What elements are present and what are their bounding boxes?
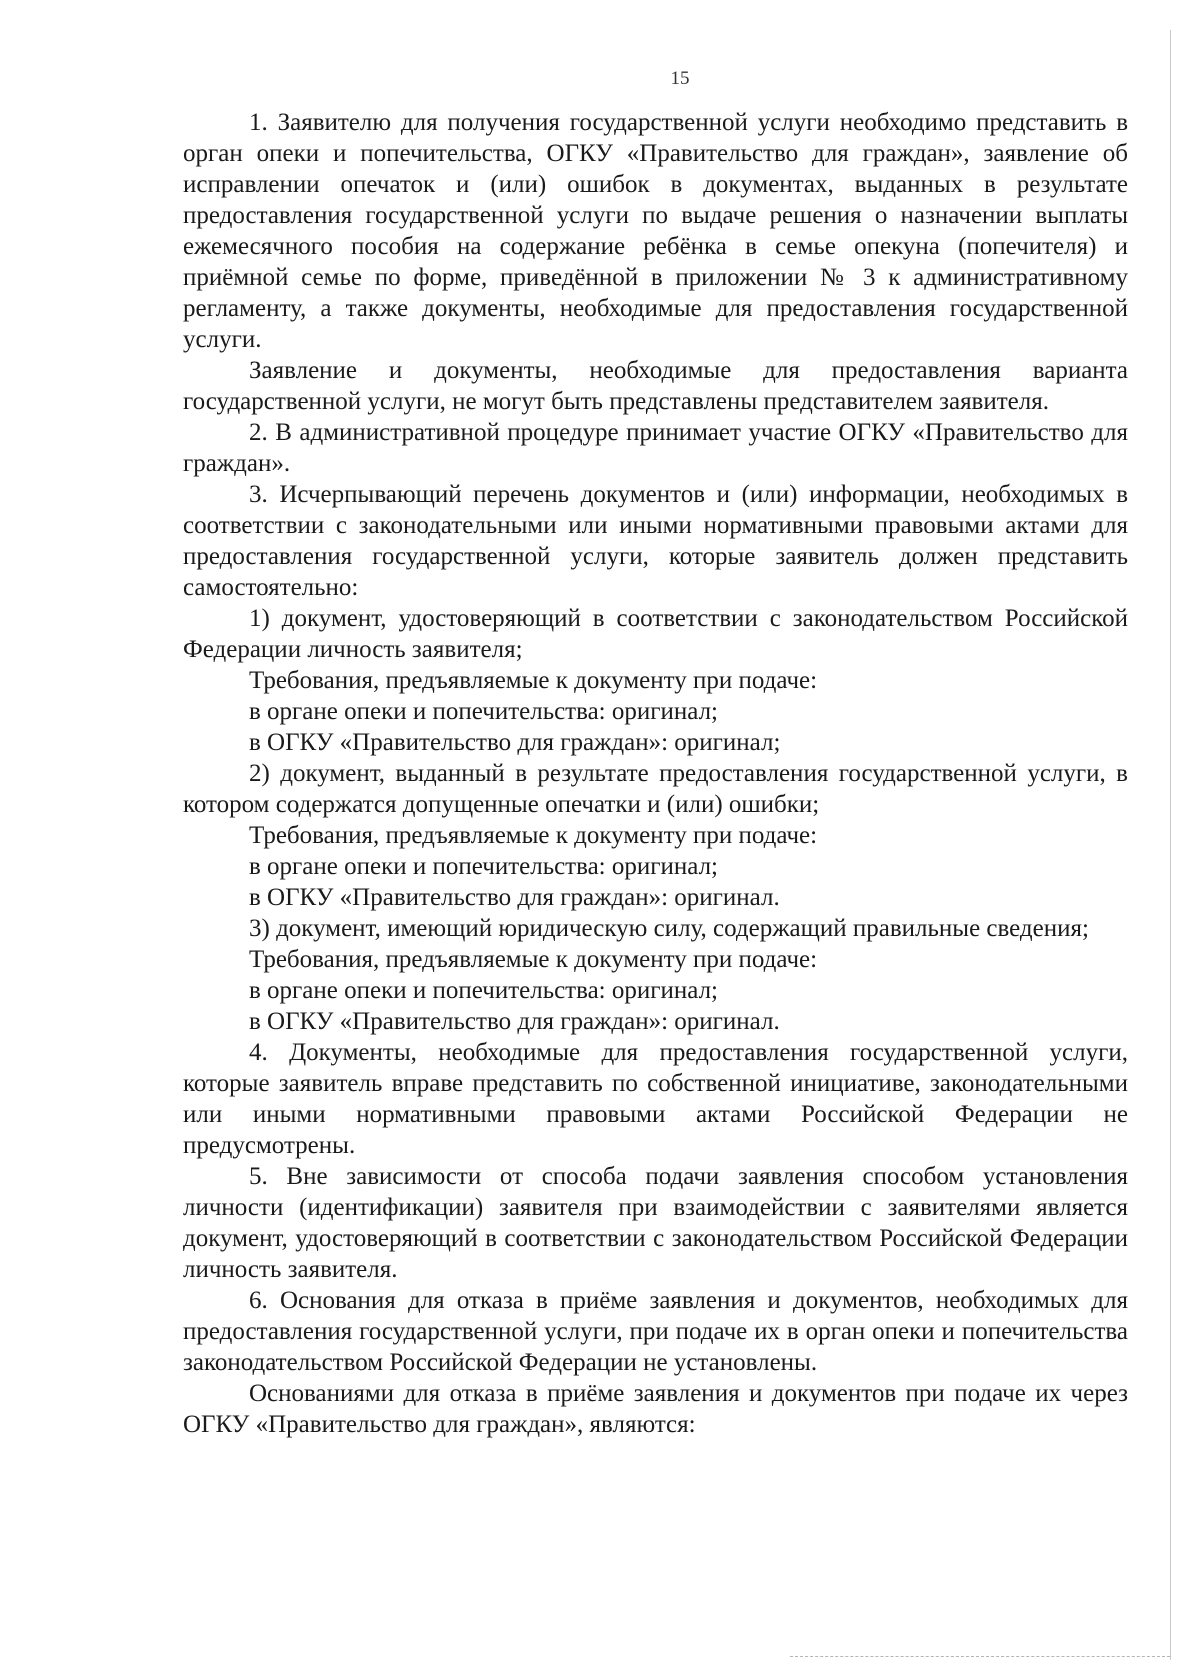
paragraph-6: Требования, предъявляемые к документу при подаче: (249, 667, 818, 694)
paragraph-18: 5. Вне зависимости от способа подачи заявления способом установления личности (идентификации) заявителя при взаимодействии с заявителями является документ, удостоверяющий в соответствии с законодательством Российской Федерации личность заявителя. (183, 1163, 1128, 1283)
paragraph-5: 1) документ, удостоверяющий в соответствии с законодательством Российской Федерации личность заявителя; (183, 605, 1128, 663)
paragraph-14: Требования, предъявляемые к документу при подаче: (249, 946, 818, 973)
paragraph-13: 3) документ, имеющий юридическую силу, содержащий правильные сведения; (249, 915, 1089, 942)
paragraph-2: Заявление и документы, необходимые для предоставления варианта государственной услуги, не могут быть представлены представителем заявителя. (183, 357, 1128, 415)
paragraph-15: в органе опеки и попечительства: оригинал; (249, 977, 719, 1004)
paragraph-20: Основаниями для отказа в приёме заявления и документов при подаче их через ОГКУ «Правительство для граждан», являются: (183, 1380, 1128, 1438)
paragraph-16: в ОГКУ «Правительство для граждан»: оригинал. (249, 1008, 780, 1035)
paragraph-1: 1. Заявителю для получения государственной услуги необходимо представить в орган опеки и попечительства, ОГКУ «Правительство для граждан», заявление об исправлении опечаток и (или) ошибок в документах, выданных в результате предоставления государственной услуги по выдаче решения о назначении выплаты ежемесячного пособия на содержание ребёнка в семье опекуна (попечителя) и приёмной семье по форме, приведённой в приложении № 3 к административному регламенту, а также документы, необходимые для предоставления государственной услуги. (183, 109, 1128, 353)
paragraph-11: в органе опеки и попечительства: оригинал; (249, 853, 719, 880)
paragraph-8: в ОГКУ «Правительство для граждан»: оригинал; (249, 729, 781, 756)
paragraph-17: 4. Документы, необходимые для предоставления государственной услуги, которые заявитель вправе представить по собственной инициативе, законодательными или иными нормативными правовыми актами Российской Федерации не предусмотрены. (183, 1039, 1128, 1159)
paragraph-10: Требования, предъявляемые к документу при подаче: (249, 822, 818, 849)
page-number: 15 (670, 68, 690, 89)
scan-edge-line (1170, 30, 1171, 1660)
paragraph-3: 2. В административной процедуре принимает участие ОГКУ «Правительство для граждан». (183, 419, 1128, 477)
paragraph-12: в ОГКУ «Правительство для граждан»: оригинал. (249, 884, 780, 911)
paragraph-7: в органе опеки и попечительства: оригинал; (249, 698, 719, 725)
paragraph-19: 6. Основания для отказа в приёме заявления и документов, необходимых для предоставления государственной услуги, при подаче их в орган опеки и попечительства законодательством Российской Федерации не установлены. (183, 1287, 1128, 1376)
scan-bottom-line (790, 1656, 1170, 1657)
document-body (183, 107, 1128, 1440)
paragraph-9: 2) документ, выданный в результате предоставления государственной услуги, в котором содержатся допущенные опечатки и (или) ошибки; (183, 760, 1128, 818)
paragraph-4: 3. Исчерпывающий перечень документов и (или) информации, необходимых в соответствии с законодательными или иными нормативными правовыми актами для предоставления государственной услуги, которые заявитель должен представить самостоятельно: (183, 481, 1128, 601)
